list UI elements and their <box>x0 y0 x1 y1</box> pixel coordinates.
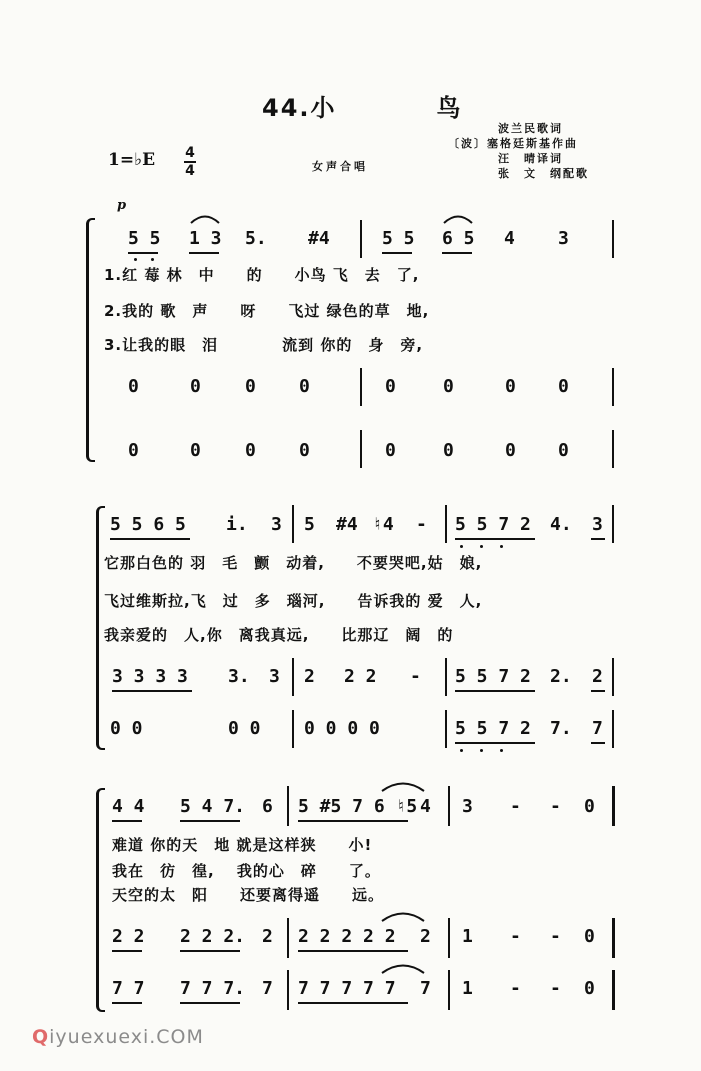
underline-beam <box>591 742 605 744</box>
barline <box>612 430 614 468</box>
credit-line-2: 〔波〕塞格廷斯基作曲 <box>448 137 578 150</box>
lyric-verse-2: 2.我的 歌 声 呀 飞过 绿色的草 地, <box>104 302 430 320</box>
note: 5 5 <box>128 228 161 249</box>
note: 5 <box>304 514 315 535</box>
note: 1 <box>462 978 473 999</box>
note: - <box>510 978 521 999</box>
note: 0 <box>505 440 516 461</box>
lyric-verse-1: 它那白色的 羽 毛 颤 动着, 不要哭吧,姑 娘, <box>104 554 483 572</box>
note: 0 <box>385 376 396 397</box>
note: 2 2 2 2 2 <box>298 926 396 947</box>
system-1-part-3 <box>0 434 701 468</box>
note: 0 <box>299 440 310 461</box>
note: 1 3 <box>189 228 222 249</box>
note: 2. <box>550 666 572 687</box>
note: 6 <box>262 796 273 817</box>
note: 5 4 7. <box>180 796 246 817</box>
note: 0 <box>128 440 139 461</box>
note: 4 4 <box>112 796 145 817</box>
note: 0 <box>190 440 201 461</box>
underline-beam <box>128 252 158 254</box>
barline <box>612 368 614 406</box>
note: - <box>410 666 421 687</box>
note: 3 <box>592 514 603 535</box>
note: 0 <box>584 978 595 999</box>
watermark-initial: Q <box>32 1026 50 1048</box>
note: #4 <box>308 228 330 249</box>
note: 3. <box>228 666 250 687</box>
underline-beam <box>180 1002 240 1004</box>
note: 4 <box>504 228 515 249</box>
note: 5 5 7 2 <box>455 514 531 535</box>
final-barline <box>612 970 615 1010</box>
note: 5 5 <box>382 228 415 249</box>
note: 0 0 <box>228 718 261 739</box>
system-3-melody <box>0 790 701 824</box>
underline-beam <box>455 538 535 540</box>
time-signature <box>184 146 196 178</box>
note: - <box>416 514 427 535</box>
octave-dot <box>151 258 154 261</box>
note: 5 5 7 2 <box>455 666 531 687</box>
note: 5 5 7 2 <box>455 718 531 739</box>
note: 5. <box>245 228 267 249</box>
barline <box>448 786 450 826</box>
barline <box>292 505 294 543</box>
final-barline <box>612 918 615 958</box>
underline-beam <box>110 538 190 540</box>
barline <box>612 658 614 696</box>
note: ♮4 <box>372 514 394 535</box>
system-2-melody <box>0 508 701 542</box>
note: - <box>510 796 521 817</box>
underline-beam <box>298 950 408 952</box>
barline <box>612 220 614 258</box>
system-2-part-3 <box>0 712 701 746</box>
note: 4. <box>550 514 572 535</box>
note: 0 <box>443 376 454 397</box>
note: 0 <box>443 440 454 461</box>
barline <box>287 918 289 958</box>
credit-line-4: 张 文 纲配歌 <box>498 167 589 180</box>
note: 7 7 7 7 7 <box>298 978 396 999</box>
underline-beam <box>180 820 240 822</box>
note: 2 <box>262 926 273 947</box>
title-char-2: 鸟 <box>436 94 463 122</box>
system-1-melody <box>0 222 701 256</box>
lyric-verse-1: 1.红 莓 林 中 的 小鸟 飞 去 了, <box>104 266 420 284</box>
underline-beam <box>455 742 535 744</box>
lyric-verse-2: 我在 彷 徨, 我的心 碎 了。 <box>112 862 381 880</box>
lyric-verse-3: 3.让我的眼 泪 流到 你的 身 旁, <box>104 336 424 354</box>
barline <box>287 970 289 1010</box>
note: 3 3 3 3 <box>112 666 188 687</box>
barline <box>445 658 447 696</box>
lyric-verse-2: 飞过维斯拉,飞 过 多 瑙河, 告诉我的 爱 人, <box>104 592 483 610</box>
octave-dot <box>480 545 483 548</box>
underline-beam <box>455 690 535 692</box>
note: i. <box>226 514 248 535</box>
underline-beam <box>112 820 142 822</box>
note: 7 7 7. <box>180 978 246 999</box>
underline-beam <box>189 252 219 254</box>
note: 0 <box>190 376 201 397</box>
octave-dot <box>480 749 483 752</box>
credit-line-1: 波兰民歌词 <box>498 122 563 135</box>
note: 2 2 <box>344 666 377 687</box>
credit-line-3: 汪 晴译词 <box>498 152 563 165</box>
key-signature: 1=♭E <box>108 150 156 170</box>
note: 3 <box>462 796 473 817</box>
note: 0 0 <box>110 718 143 739</box>
lyric-verse-3: 我亲爱的 人,你 离我真远, 比那辽 阔 的 <box>104 626 454 644</box>
note: - <box>550 978 561 999</box>
note: 3 <box>558 228 569 249</box>
system-3-part-2 <box>0 920 701 954</box>
barline <box>292 658 294 696</box>
barline <box>360 220 362 258</box>
note: 2 <box>592 666 603 687</box>
watermark-text: iyuexuexi.COM <box>49 1026 204 1048</box>
note: 0 <box>505 376 516 397</box>
ensemble-label: 女声合唱 <box>312 160 368 173</box>
underline-beam <box>112 950 142 952</box>
note: - <box>550 796 561 817</box>
system-3-part-3 <box>0 972 701 1006</box>
note: 0 <box>245 376 256 397</box>
octave-dot <box>500 545 503 548</box>
note: 2 <box>304 666 315 687</box>
underline-beam <box>180 950 240 952</box>
underline-beam <box>112 1002 142 1004</box>
underline-beam <box>298 1002 408 1004</box>
barline <box>448 918 450 958</box>
underline-beam <box>382 252 412 254</box>
barline <box>445 710 447 748</box>
title-char-1: 小 <box>310 94 337 122</box>
note: 3 <box>269 666 280 687</box>
octave-dot <box>134 258 137 261</box>
note: - <box>510 926 521 947</box>
note: 0 0 0 0 <box>304 718 380 739</box>
song-title <box>262 88 463 123</box>
slur <box>380 778 426 792</box>
note: 7 <box>262 978 273 999</box>
slur <box>380 960 426 974</box>
note: 2 <box>420 926 431 947</box>
barline <box>448 970 450 1010</box>
note: 0 <box>558 376 569 397</box>
title-number: 44. <box>262 94 311 122</box>
octave-dot <box>460 545 463 548</box>
note: 1 <box>462 926 473 947</box>
note: 0 <box>385 440 396 461</box>
barline <box>612 505 614 543</box>
underline-beam <box>112 690 192 692</box>
slur <box>380 908 426 922</box>
underline-beam <box>442 252 472 254</box>
barline <box>445 505 447 543</box>
lyric-verse-3: 天空的太 阳 还要离得遥 远。 <box>112 886 385 904</box>
barline <box>292 710 294 748</box>
barline <box>360 430 362 468</box>
note: 0 <box>245 440 256 461</box>
octave-dot <box>460 749 463 752</box>
underline-beam <box>591 690 605 692</box>
credits <box>448 121 589 181</box>
note: 2 2 2. <box>180 926 246 947</box>
note: 2 2 <box>112 926 145 947</box>
note: 3 <box>271 514 282 535</box>
final-barline <box>612 786 615 826</box>
note: 0 <box>558 440 569 461</box>
underline-beam <box>298 820 408 822</box>
octave-dot <box>500 749 503 752</box>
note: #4 <box>336 514 358 535</box>
barline <box>612 710 614 748</box>
barline <box>360 368 362 406</box>
note: 0 <box>128 376 139 397</box>
slur <box>442 212 474 224</box>
meter-top: 4 <box>185 145 195 161</box>
meter-bottom: 4 <box>185 163 195 179</box>
note: 0 <box>299 376 310 397</box>
barline <box>287 786 289 826</box>
lyric-verse-1: 难道 你的天 地 就是这样狭 小! <box>112 836 373 854</box>
underline-beam <box>591 538 605 540</box>
note: 7. <box>550 718 572 739</box>
slur <box>189 212 221 224</box>
system-1-part-2 <box>0 370 701 404</box>
note: 4 <box>420 796 431 817</box>
note: 7 <box>420 978 431 999</box>
note: 5 5 6 5 <box>110 514 186 535</box>
system-2-part-2 <box>0 660 701 694</box>
note: 0 <box>584 926 595 947</box>
dynamic-marking: p <box>117 198 127 213</box>
note: - <box>550 926 561 947</box>
note: 7 <box>592 718 603 739</box>
watermark <box>32 1026 204 1048</box>
note: 6 5 <box>442 228 475 249</box>
note: 5 #5 7 6 ♮5 <box>298 796 418 817</box>
note: 0 <box>584 796 595 817</box>
note: 7 7 <box>112 978 145 999</box>
